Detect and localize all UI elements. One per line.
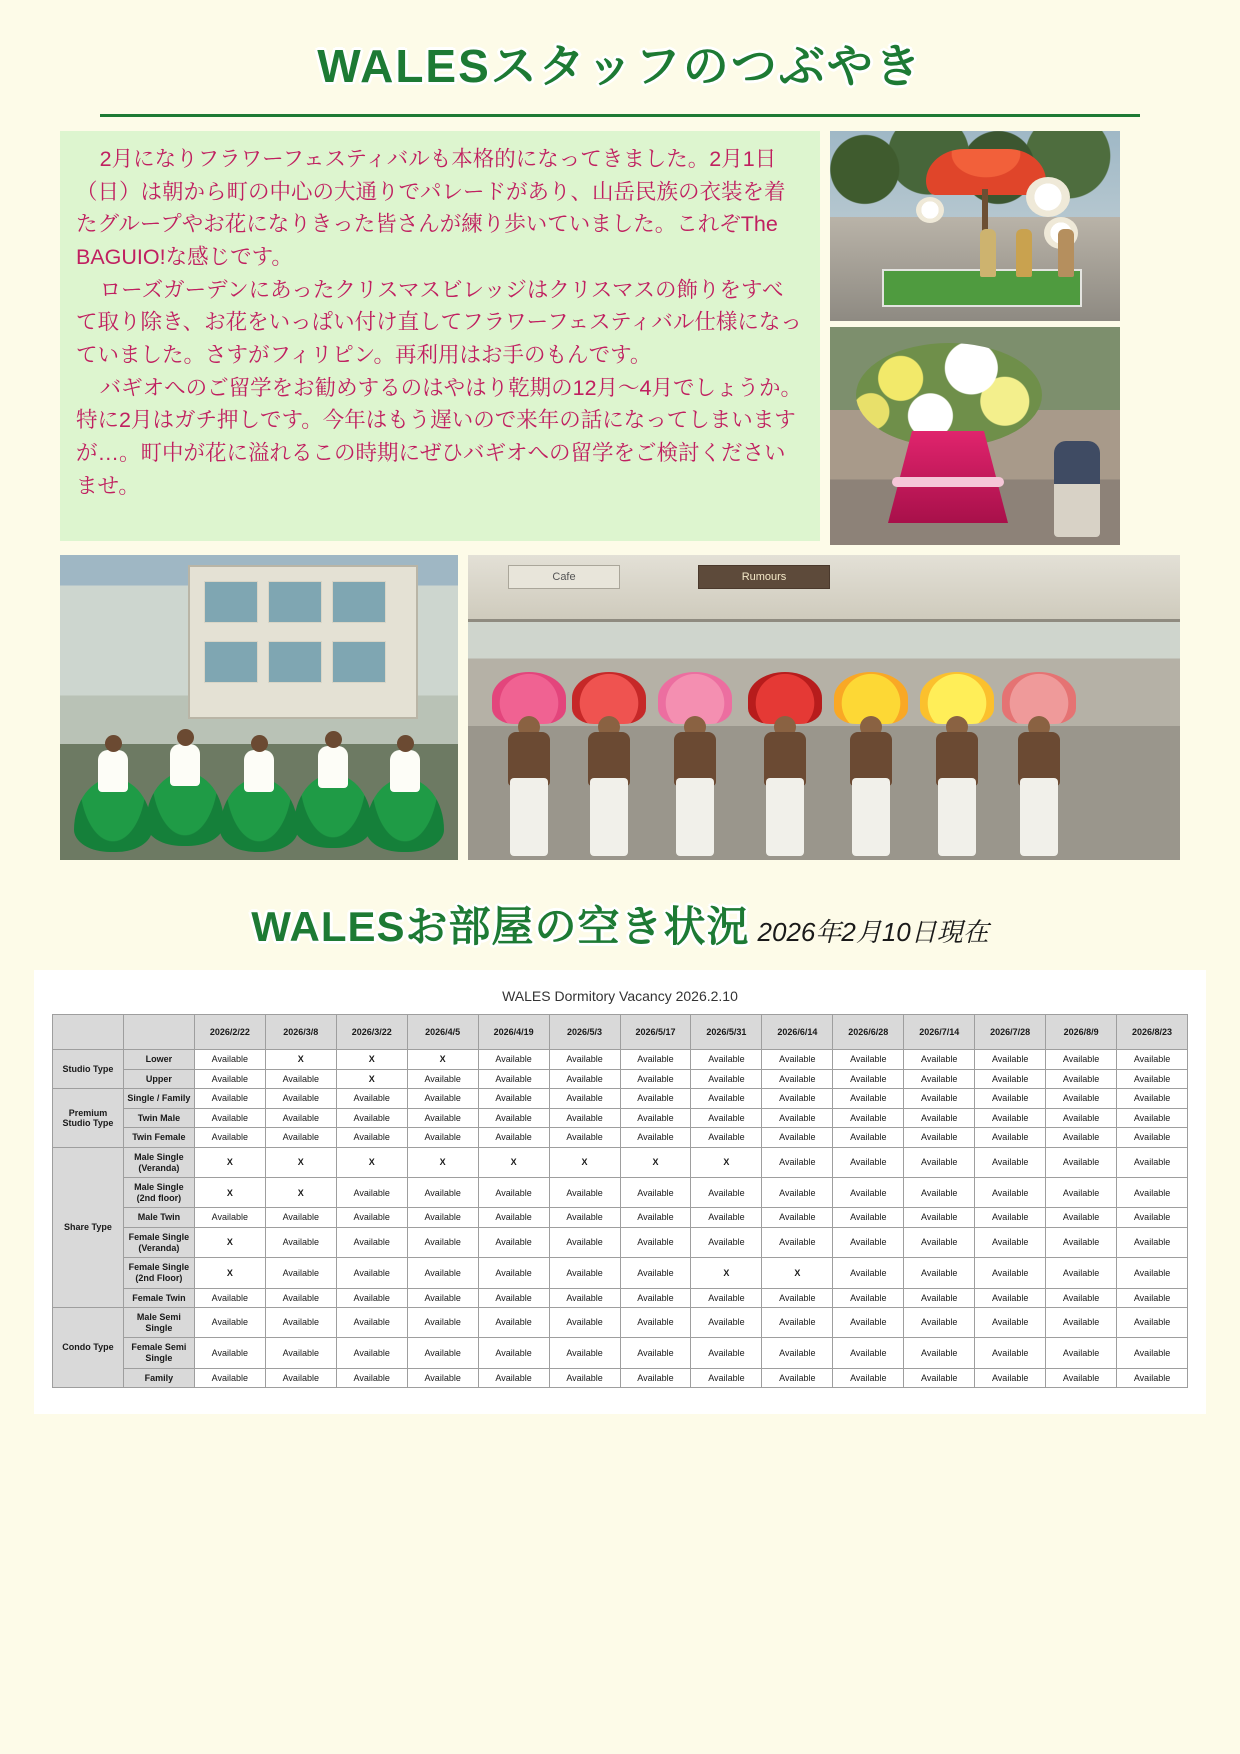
status-available: Available [904,1148,975,1178]
status-available: Available [407,1288,478,1308]
status-available: Available [975,1228,1046,1258]
column-header: 2026/4/5 [407,1015,478,1050]
status-available: Available [904,1178,975,1208]
room-type-label: Twin Male [123,1108,194,1128]
giant-bouquet-photo [830,327,1120,545]
status-available: Available [762,1368,833,1388]
table-caption: WALES Dormitory Vacancy 2026.2.10 [502,988,738,1004]
status-available: Available [336,1178,407,1208]
status-available: Available [549,1178,620,1208]
status-available: Available [478,1338,549,1368]
status-available: Available [478,1178,549,1208]
article-section [60,131,1180,545]
table-row [53,1069,1188,1089]
status-available: Available [407,1368,478,1388]
status-available: Available [833,1108,904,1128]
dancer-figure [74,720,152,852]
status-available: Available [549,1128,620,1148]
status-available: Available [1046,1228,1117,1258]
status-available: Available [265,1288,336,1308]
status-available: Available [265,1258,336,1288]
status-available: Available [1117,1178,1188,1208]
room-type-label: Female Twin [123,1288,194,1308]
status-available: Available [975,1208,1046,1228]
status-available: Available [762,1308,833,1338]
status-available: Available [407,1089,478,1109]
table-header-row [53,1015,1188,1050]
status-available: Available [265,1368,336,1388]
column-header: 2026/3/22 [336,1015,407,1050]
status-available: Available [904,1338,975,1368]
status-available: Available [833,1069,904,1089]
status-available: Available [975,1050,1046,1070]
vacancy-heading [0,894,1240,954]
status-available: Available [336,1089,407,1109]
status-available: Available [691,1228,762,1258]
status-available: Available [1046,1308,1117,1338]
room-type-label: Female Single (2nd Floor) [123,1258,194,1288]
status-available: Available [194,1368,265,1388]
bouquet-ribbon [892,477,1004,487]
status-available: Available [407,1069,478,1089]
status-available: Available [478,1308,549,1338]
status-available: Available [762,1108,833,1128]
status-available: Available [904,1108,975,1128]
vacancy-as-of: 2026年2月10日現在 [757,917,989,947]
status-available: Available [265,1128,336,1148]
table-row [53,1288,1188,1308]
column-header: 2026/2/22 [194,1015,265,1050]
status-available: Available [478,1368,549,1388]
bottom-photo-row [60,555,1180,860]
table-row [53,1368,1188,1388]
status-available: Available [407,1338,478,1368]
status-available: Available [975,1089,1046,1109]
status-unavailable: X [549,1148,620,1178]
status-available: Available [833,1308,904,1338]
status-available: Available [762,1208,833,1228]
room-type-label: Single / Family [123,1089,194,1109]
table-body [53,1050,1188,1388]
status-available: Available [194,1338,265,1368]
status-available: Available [407,1128,478,1148]
status-available: Available [194,1069,265,1089]
status-available: Available [691,1368,762,1388]
status-available: Available [549,1050,620,1070]
status-available: Available [265,1108,336,1128]
status-available: Available [762,1069,833,1089]
room-type-label: Male Semi Single [123,1308,194,1338]
status-available: Available [833,1288,904,1308]
status-available: Available [833,1208,904,1228]
column-header: 2026/5/3 [549,1015,620,1050]
status-available: Available [620,1258,691,1288]
status-available: Available [620,1338,691,1368]
status-available: Available [620,1288,691,1308]
status-available: Available [549,1308,620,1338]
table-row [53,1228,1188,1258]
status-available: Available [478,1108,549,1128]
room-type-label: Lower [123,1050,194,1070]
status-available: Available [904,1288,975,1308]
status-unavailable: X [265,1148,336,1178]
status-available: Available [549,1108,620,1128]
status-unavailable: X [762,1258,833,1288]
status-available: Available [975,1128,1046,1148]
parade-person [1058,229,1074,277]
status-available: Available [1117,1108,1188,1128]
status-unavailable: X [336,1050,407,1070]
status-available: Available [478,1050,549,1070]
status-unavailable: X [336,1148,407,1178]
status-available: Available [1046,1050,1117,1070]
room-type-label: Family [123,1368,194,1388]
row-group-label: Studio Type [53,1050,124,1089]
table-row [53,1258,1188,1288]
status-available: Available [265,1069,336,1089]
corner-cell-room [123,1015,194,1050]
table-row [53,1148,1188,1178]
status-available: Available [407,1258,478,1288]
green-skirt-dancers-photo [60,555,458,860]
corner-cell-group [53,1015,124,1050]
status-available: Available [620,1128,691,1148]
status-available: Available [336,1108,407,1128]
status-available: Available [904,1368,975,1388]
column-header: 2026/5/17 [620,1015,691,1050]
column-header: 2026/8/9 [1046,1015,1117,1050]
street-parade-photo [468,555,1180,860]
status-available: Available [975,1069,1046,1089]
status-available: Available [904,1069,975,1089]
flower-float-photo [830,131,1120,321]
page-title: WALESスタッフのつぶやき [317,40,923,92]
status-available: Available [620,1368,691,1388]
title-divider [100,114,1140,117]
window [268,581,322,623]
column-header: 2026/4/19 [478,1015,549,1050]
status-available: Available [549,1228,620,1258]
shop-sign: Rumours [698,565,830,589]
status-available: Available [691,1338,762,1368]
status-available: Available [407,1308,478,1338]
status-available: Available [549,1288,620,1308]
status-unavailable: X [691,1258,762,1288]
status-available: Available [904,1258,975,1288]
vacancy-title: WALESお部屋の空き状況 [251,903,750,950]
column-header: 2026/6/28 [833,1015,904,1050]
status-available: Available [194,1128,265,1148]
status-available: Available [833,1368,904,1388]
room-type-label: Upper [123,1069,194,1089]
status-available: Available [833,1148,904,1178]
white-flower-icon [916,197,944,223]
status-available: Available [265,1089,336,1109]
status-available: Available [975,1258,1046,1288]
status-available: Available [336,1308,407,1338]
status-available: Available [478,1258,549,1288]
table-row [53,1128,1188,1148]
shop-sign: Cafe [508,565,620,589]
room-type-label: Twin Female [123,1128,194,1148]
status-available: Available [904,1089,975,1109]
status-available: Available [762,1228,833,1258]
status-available: Available [620,1178,691,1208]
table-row [53,1208,1188,1228]
status-available: Available [620,1050,691,1070]
status-available: Available [194,1108,265,1128]
status-unavailable: X [407,1050,478,1070]
status-available: Available [1117,1258,1188,1288]
status-unavailable: X [265,1050,336,1070]
status-available: Available [1117,1128,1188,1148]
status-available: Available [194,1089,265,1109]
window [332,581,386,623]
status-available: Available [1117,1208,1188,1228]
status-available: Available [1117,1288,1188,1308]
status-unavailable: X [407,1148,478,1178]
status-available: Available [1046,1178,1117,1208]
room-type-label: Male Single (2nd floor) [123,1178,194,1208]
window [204,641,258,683]
status-available: Available [904,1050,975,1070]
status-available: Available [478,1128,549,1148]
status-available: Available [620,1208,691,1228]
status-available: Available [265,1308,336,1338]
status-unavailable: X [265,1178,336,1208]
status-available: Available [1046,1258,1117,1288]
status-available: Available [1046,1338,1117,1368]
status-available: Available [549,1338,620,1368]
status-available: Available [691,1089,762,1109]
status-available: Available [1046,1089,1117,1109]
status-available: Available [620,1089,691,1109]
status-available: Available [833,1089,904,1109]
status-available: Available [691,1108,762,1128]
parade-marcher [498,688,560,856]
window [204,581,258,623]
status-available: Available [833,1228,904,1258]
status-available: Available [1046,1128,1117,1148]
window [268,641,322,683]
status-available: Available [549,1368,620,1388]
dancer-figure [366,720,444,852]
dancer-figure [146,714,224,846]
status-available: Available [975,1338,1046,1368]
status-available: Available [620,1308,691,1338]
article-paragraph-1: 2月になりフラワーフェスティバルも本格的になってきました。2月1日（日）は朝から町の中心の大通りでパレードがあり、山岳民族の衣装を着たグループやお花になりきった皆さんが練り歩いていました。これぞThe BAGUIO!な感じです。 [76,147,786,270]
status-available: Available [691,1128,762,1148]
status-available: Available [336,1128,407,1148]
article-paragraph-3: バギオへのご留学をお勧めするのはやはり乾期の12月〜4月でしょうか。特に2月はガチ押しです。今年はもう遅いので来年の話になってしまいますが…。町中が花に溢れるこの時期にぜひバギオへの留学をご検討くださいませ。 [76,375,803,498]
status-available: Available [1117,1148,1188,1178]
status-available: Available [691,1288,762,1308]
row-group-label: Share Type [53,1148,124,1308]
status-available: Available [549,1208,620,1228]
status-available: Available [975,1108,1046,1128]
status-available: Available [194,1288,265,1308]
passerby-figure [1054,441,1100,537]
status-available: Available [904,1228,975,1258]
status-available: Available [762,1089,833,1109]
status-unavailable: X [194,1148,265,1178]
status-available: Available [407,1178,478,1208]
status-available: Available [1117,1089,1188,1109]
status-available: Available [478,1089,549,1109]
parade-marcher [1008,688,1070,856]
status-available: Available [620,1228,691,1258]
status-unavailable: X [478,1148,549,1178]
status-available: Available [1046,1148,1117,1178]
table-row [53,1308,1188,1338]
status-available: Available [194,1050,265,1070]
status-unavailable: X [194,1258,265,1288]
status-available: Available [407,1108,478,1128]
status-available: Available [904,1308,975,1338]
status-available: Available [975,1308,1046,1338]
status-available: Available [762,1128,833,1148]
status-available: Available [265,1208,336,1228]
parade-person [980,229,996,277]
status-available: Available [336,1208,407,1228]
right-photo-column [830,131,1120,545]
room-type-label: Female Semi Single [123,1338,194,1368]
status-available: Available [1117,1308,1188,1338]
status-available: Available [1046,1208,1117,1228]
status-available: Available [336,1368,407,1388]
status-available: Available [549,1089,620,1109]
white-flower-icon [1026,177,1070,217]
parade-marcher [754,688,816,856]
column-header: 2026/7/28 [975,1015,1046,1050]
status-available: Available [975,1288,1046,1308]
vacancy-table-panel [34,970,1206,1414]
status-available: Available [1117,1050,1188,1070]
table-row [53,1178,1188,1208]
status-available: Available [904,1208,975,1228]
status-available: Available [975,1148,1046,1178]
status-available: Available [265,1338,336,1368]
table-row [53,1338,1188,1368]
row-group-label: Condo Type [53,1308,124,1388]
status-unavailable: X [691,1148,762,1178]
table-row [53,1050,1188,1070]
status-available: Available [691,1208,762,1228]
column-header: 2026/5/31 [691,1015,762,1050]
table-row [53,1108,1188,1128]
status-available: Available [762,1148,833,1178]
room-type-label: Male Single (Veranda) [123,1148,194,1178]
parade-marcher [578,688,640,856]
status-available: Available [975,1178,1046,1208]
status-available: Available [549,1258,620,1288]
status-available: Available [478,1069,549,1089]
status-unavailable: X [194,1228,265,1258]
vacancy-table [52,1014,1188,1388]
status-available: Available [691,1308,762,1338]
status-available: Available [336,1338,407,1368]
status-available: Available [691,1050,762,1070]
status-available: Available [833,1128,904,1148]
dancer-figure [294,716,372,848]
dancer-figure [220,720,298,852]
status-available: Available [833,1258,904,1288]
status-available: Available [762,1178,833,1208]
status-unavailable: X [194,1178,265,1208]
status-available: Available [265,1228,336,1258]
status-available: Available [407,1228,478,1258]
status-unavailable: X [620,1148,691,1178]
status-available: Available [833,1338,904,1368]
room-type-label: Female Single (Veranda) [123,1228,194,1258]
status-available: Available [1046,1108,1117,1128]
status-available: Available [194,1208,265,1228]
room-type-label: Male Twin [123,1208,194,1228]
column-header: 2026/8/23 [1117,1015,1188,1050]
status-available: Available [1046,1368,1117,1388]
column-header: 2026/7/14 [904,1015,975,1050]
parade-person [1016,229,1032,277]
row-group-label: Premium Studio Type [53,1089,124,1148]
status-available: Available [620,1108,691,1128]
status-available: Available [1046,1288,1117,1308]
status-available: Available [407,1208,478,1228]
column-header: 2026/6/14 [762,1015,833,1050]
table-row [53,1089,1188,1109]
status-available: Available [1117,1069,1188,1089]
status-available: Available [833,1178,904,1208]
status-available: Available [336,1258,407,1288]
status-available: Available [194,1308,265,1338]
status-available: Available [762,1338,833,1368]
status-available: Available [691,1069,762,1089]
parade-marcher [664,688,726,856]
status-available: Available [833,1050,904,1070]
status-available: Available [691,1178,762,1208]
status-available: Available [1117,1338,1188,1368]
status-available: Available [762,1050,833,1070]
status-available: Available [478,1288,549,1308]
window [332,641,386,683]
article-paragraph-2: ローズガーデンにあったクリスマスビレッジはクリスマスの飾りをすべて取り除き、お花をいっぱい付け直してフラワーフェスティバル仕様になっていました。さすがフィリピン。再利用はお手のもんです。 [76,277,802,368]
status-available: Available [975,1368,1046,1388]
parade-marcher [926,688,988,856]
status-available: Available [336,1288,407,1308]
table-header [53,1015,1188,1050]
status-available: Available [620,1069,691,1089]
status-available: Available [762,1288,833,1308]
status-available: Available [336,1228,407,1258]
status-available: Available [1117,1368,1188,1388]
status-unavailable: X [336,1069,407,1089]
status-available: Available [478,1208,549,1228]
status-available: Available [1117,1228,1188,1258]
parade-marcher [840,688,902,856]
status-available: Available [549,1069,620,1089]
status-available: Available [478,1228,549,1258]
column-header: 2026/3/8 [265,1015,336,1050]
article-text-box [60,131,820,541]
status-available: Available [904,1128,975,1148]
status-available: Available [1046,1069,1117,1089]
